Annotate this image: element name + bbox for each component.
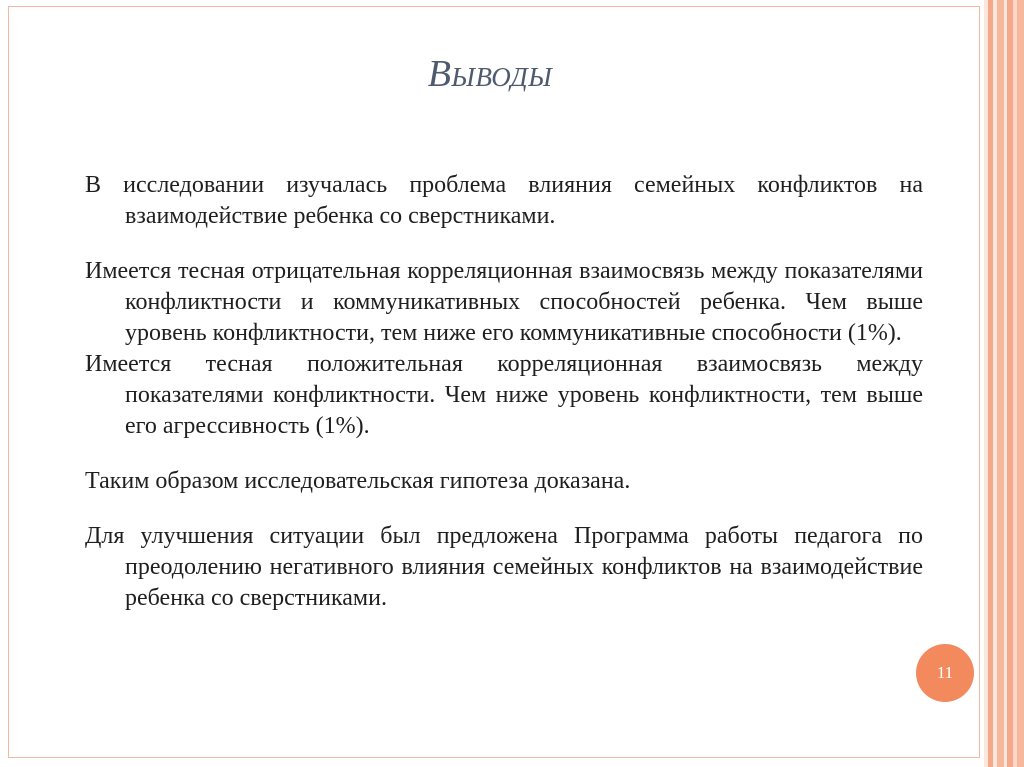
paragraph: Таким образом исследовательская гипотеза доказана. [85,468,631,494]
slide-body [85,170,923,614]
page-number-badge: 11 [916,644,974,702]
stripe [1017,0,1024,767]
decorative-stripes [984,0,1024,767]
slide-title: Выводы [427,53,553,95]
paragraph: Имеется тесная отрицательная корреляционная взаимосвязь между показателями конфликтности и коммуникативных способностей ребенка. Чем выше уровень конфликтности, тем ниже его коммуникативные способности (1%). [85,258,923,346]
paragraph: В исследовании изучалась проблема влияния семейных конфликтов на взаимодействие ребенка со сверстниками. [85,172,923,229]
stripe [997,0,1004,767]
paragraph: Для улучшения ситуации был предложена Программа работы педагога по преодолению негативного влияния семейных конфликтов на взаимодействие ребенка со сверстниками. [85,523,923,611]
paragraph: Имеется тесная положительная корреляционная взаимосвязь между показателями конфликтности. Чем ниже уровень конфликтности, тем выше его агрессивность (1%). [85,351,923,439]
